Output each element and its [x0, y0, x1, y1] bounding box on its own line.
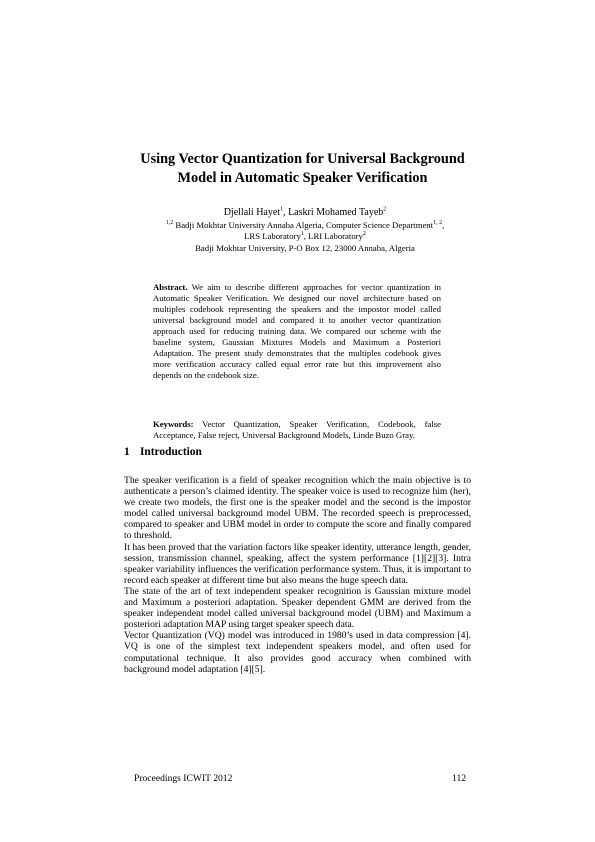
body-text [124, 475, 471, 675]
keywords-text: Vector Quantization, Speaker Verification, Codebook, false Acceptance, False reject, Universal Background Models, Linde Buzo Gray. [153, 419, 442, 440]
affiliation-text: , LRI Laboratory [303, 231, 363, 242]
paragraph: The state of the art of text independent speaker recognition is Gaussian mixture model and Maximum a posteriori adaptation. Speaker dependent GMM are derived from the speaker independent model called universal background model (UBM) and Maximum a posteriori adaptation MAP using target speaker speech data. [124, 585, 471, 631]
affil-mark: 2 [362, 231, 366, 238]
affil-mark: 1, 2 [433, 220, 443, 227]
affiliation-line: Badji Mokhtar University, P-O Box 12, 23000 Annaba, Algeria [195, 242, 415, 253]
keywords-label: Keywords: [153, 419, 194, 429]
paper-title: Using Vector Quantization for Universal Background Model in Automatic Speaker Verification [140, 151, 465, 186]
affil-mark: 1 [300, 231, 304, 238]
section-number: 1 [124, 446, 130, 458]
footer-proceedings: Proceedings ICWIT 2012 [134, 773, 233, 784]
section-heading [124, 446, 202, 458]
affiliation-punct: , [442, 220, 445, 230]
abstract-text: We aim to describe different approaches for vector quantization in Automatic Speaker Verification. We designed our novel architecture based on multiples codebook representing the speakers and the impostor model called universal background model and compared it to another vector quantization approach used for reducing training data. We compared our scheme with the baseline system, Gaussian Mixtures Models and Maximum a Posteriori Adaptation. The present study demonstrates that the multiples codebook gives more verification accuracy called equal error rate but this improvement also depends on the codebook size. [153, 282, 441, 380]
affiliation-line [145, 231, 465, 242]
paragraph: The speaker verification is a field of speaker recognition which the main objective is to authenticate a person’s claimed identity. The speaker voice is used to recognize him (her), we create two models, the first one is the speaker model and the second is the impostor model called universal background model UBM. The recorded speech is preprocessed, compared to speaker and UBM model in order to compute the score and finally compared to threshold. [124, 475, 471, 542]
affiliation-text: LRS Laboratory [244, 231, 301, 242]
affiliation-block [145, 220, 465, 254]
page-number: 112 [452, 773, 467, 784]
affil-mark: 1,2 [165, 220, 174, 227]
author-name: Djellali Hayet [223, 207, 281, 218]
abstract-label: Abstract. [153, 282, 188, 292]
paragraph: It has been proved that the variation factors like speaker identity, utterance length, gender, session, transmission channel, speaking, affect the system performance [1][2][3]. Intra speaker variability influences the verification performance system. Thus, it is important to record each speaker at different time but also means the huge speech data. [124, 541, 471, 586]
affiliation-line [145, 220, 465, 231]
paragraph: Vector Quantization (VQ) model was introduced in 1980’s used in data compression [4]. VQ is one of the simplest text independent speakers model, and often used for computational technique. It also provides good accuracy when combined with background model adaptation [4][5]. [124, 630, 471, 675]
author-list [140, 207, 470, 219]
abstract [153, 282, 441, 381]
section-title: Introduction [140, 446, 202, 458]
author-name: Laskri Mohamed Tayeb [288, 207, 384, 218]
keywords [153, 419, 441, 441]
author-affil-mark: 2 [383, 206, 387, 213]
affiliation-text: Badji Mokhtar University Annaba Algeria, Computer Science Department [175, 220, 434, 230]
author-separator: , [283, 207, 289, 218]
author-affil-mark: 1 [280, 206, 284, 213]
